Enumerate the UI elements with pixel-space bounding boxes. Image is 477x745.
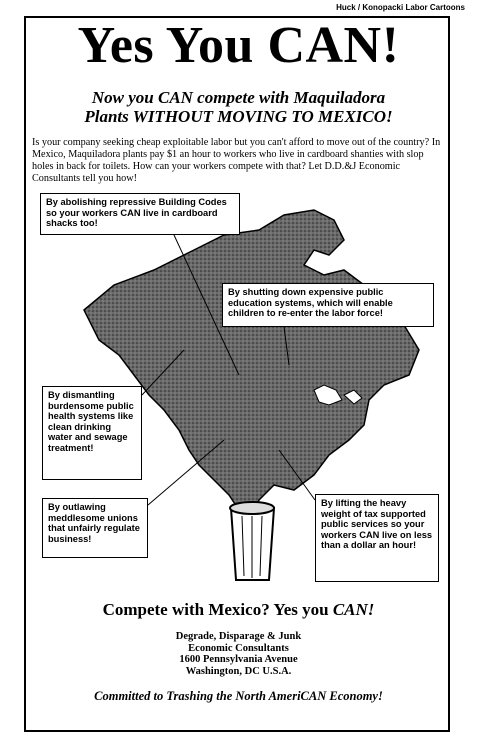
- intro-paragraph: Is your company seeking cheap exploitable labor but you can't afford to move out of the country? In Mexico, Maquiladora plants pay $1 an hour to workers who live in cardboard shanties with slop holes in back for toilets. How can your workers compete with that? Let D.D.&J Economic Consultants tell you how!: [32, 137, 441, 184]
- compete-headline: [0, 600, 477, 620]
- callout-unions: By outlawing meddlesome unions that unfairly regulate business!: [42, 498, 148, 558]
- artist-credit: Huck / Konopacki Labor Cartoons: [336, 3, 465, 12]
- tagline: Committed to Trashing the North AmeriCAN Economy!: [94, 689, 383, 703]
- compete-prefix: Compete with Mexico? Yes you: [102, 600, 333, 619]
- firm-city: Washington, DC U.S.A.: [185, 665, 292, 677]
- callout-building-codes: By abolishing repressive Building Codes so your workers CAN live in cardboard shacks too!: [40, 193, 240, 235]
- poster-subtitle: [0, 88, 477, 126]
- compete-can: CAN!: [332, 600, 375, 619]
- callout-education: By shutting down expensive public education systems, which will enable children to re-enter the labor force!: [222, 283, 434, 327]
- firm-name: Degrade, Disparage & Junk: [175, 631, 302, 642]
- poster-title: Yes You CAN!: [77, 17, 400, 74]
- subtitle-line-2: Plants WITHOUT MOVING TO MEXICO!: [84, 107, 393, 126]
- firm-street: 1600 Pennsylvania Avenue: [179, 654, 298, 665]
- callout-public-health: By dismantling burdensome public health systems like clean drinking water and sewage treatment!: [42, 386, 142, 480]
- firm-address-block: [0, 631, 477, 677]
- callout-tax: By lifting the heavy weight of tax supported public services so your workers CAN live on less than a dollar an hour!: [315, 494, 439, 582]
- subtitle-line-1: Now you CAN compete with Maquiladora: [91, 88, 386, 107]
- firm-type: Economic Consultants: [188, 642, 289, 654]
